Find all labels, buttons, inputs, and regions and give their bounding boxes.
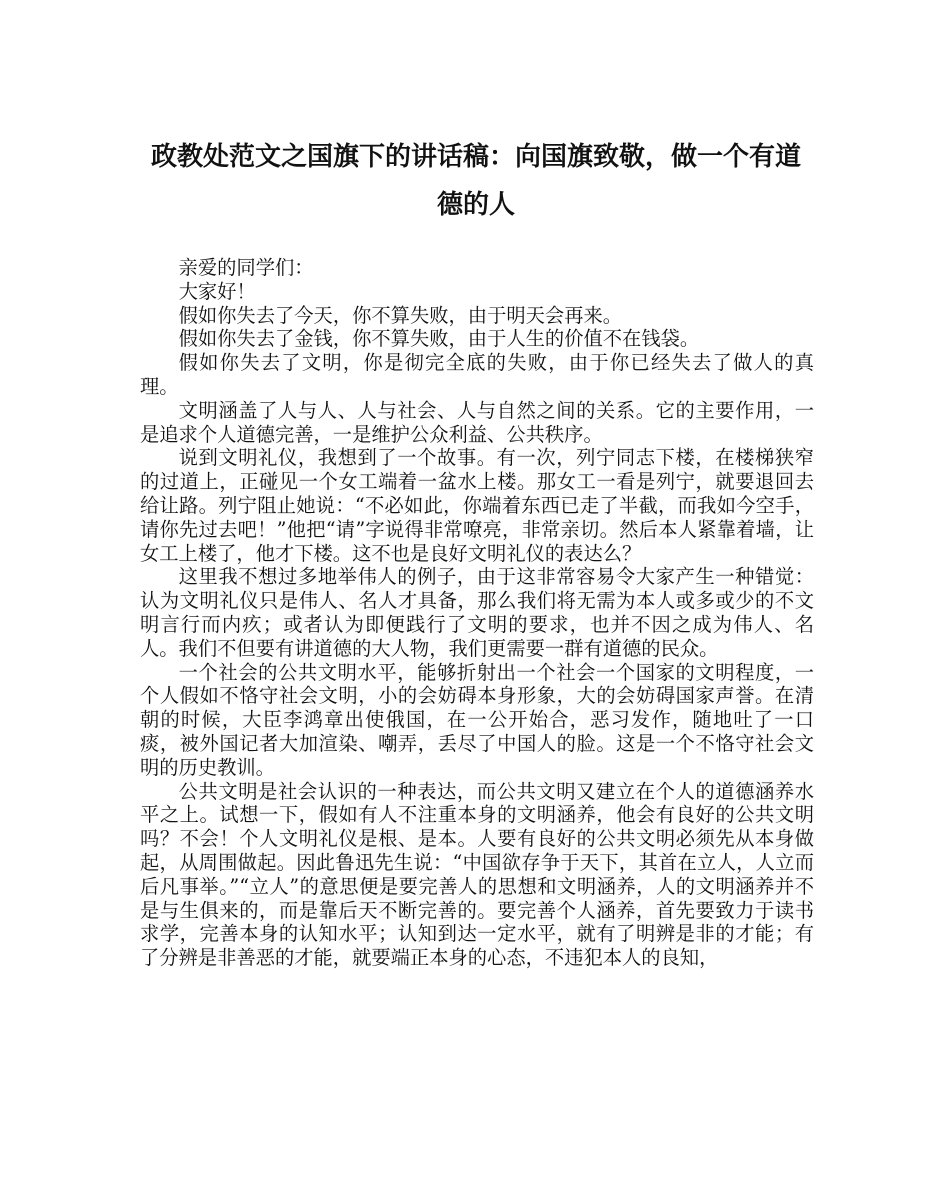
- document-body: [140, 256, 814, 970]
- paragraph-public-civility: 一个社会的公共文明水平，能够折射出一个社会一个国家的文明程度，一个人假如不恪守社会文明，小的会妨碍本身形象，大的会妨碍国家声誉。在清朝的时候，大臣李鸿章出使俄国，在一公开始合，恶习发作，随地吐了一口痰，被外国记者大加渲染、嘲弄，丢尽了中国人的脸。这是一个不恪守社会文明的历史教训。: [140, 660, 814, 779]
- paragraph-lenin-story: 说到文明礼仪，我想到了一个故事。有一次，列宁同志下楼，在楼梯狭窄的过道上，正碰见一个女工端着一盆水上楼。那女工一看是列宁，就要退回去给让路。列宁阻止她说：“不必如此，你端着东西已走了半截，而我如今空手，请你先过去吧！”他把“请”字说得非常嘹亮，非常亲切。然后本人紧靠着墙，让女工上楼了，他才下楼。这不也是良好文明礼仪的表达么？: [140, 446, 814, 565]
- paragraph-civility: 假如你失去了文明，你是彻完全底的失败，由于你已经失去了做人的真理。: [140, 351, 814, 398]
- paragraph-relations: 文明涵盖了人与人、人与社会、人与自然之间的关系。它的主要作用，一是追求个人道德完善，一是维护公众利益、公共秩序。: [140, 398, 814, 446]
- paragraph-today: 假如你失去了今天，你不算失败，由于明天会再来。: [178, 303, 623, 327]
- paragraph-money: 假如你失去了金钱，你不算失败，由于人生的价值不在钱袋。: [178, 327, 700, 351]
- paragraph-greeting: 亲爱的同学们：: [178, 256, 314, 279]
- document-title: 政教处范文之国旗下的讲话稿：向国旗致敬，做一个有道德的人: [150, 142, 801, 220]
- paragraph-hello: 大家好！: [178, 279, 256, 303]
- paragraph-great-people: 这里我不想过多地举伟人的例子，由于这非常容易令大家产生一种错觉：认为文明礼仪只是伟人、名人才具备，那么我们将无需为本人或多或少的不文明言行而内疚；或者认为即便践行了文明的要求，也并不因之成为伟人、名人。我们不但要有讲道德的大人物，我们更需要一群有道德的民众。: [140, 565, 814, 660]
- paragraph-personal-cultivation: 公共文明是社会认识的一种表达，而公共文明又建立在个人的道德涵养水平之上。试想一下，假如有人不注重本身的文明涵养，他会有良好的公共文明吗？不会！个人文明礼仪是根、是本。人要有良好的公共文明必须先从本身做起，从周围做起。因此鲁迅先生说：“中国欲存争于天下，其首在立人，人立而后凡事举。”“立人”的意思便是要完善人的思想和文明涵养，人的文明涵养并不是与生俱来的，而是靠后天不断完善的。要完善个人涵养，首先要致力于读书求学，完善本身的认知水平；认知到达一定水平，就有了明辨是非的才能；有了分辨是非善恶的才能，就要端正本身的心态，不违犯本人的良知，: [140, 779, 814, 970]
